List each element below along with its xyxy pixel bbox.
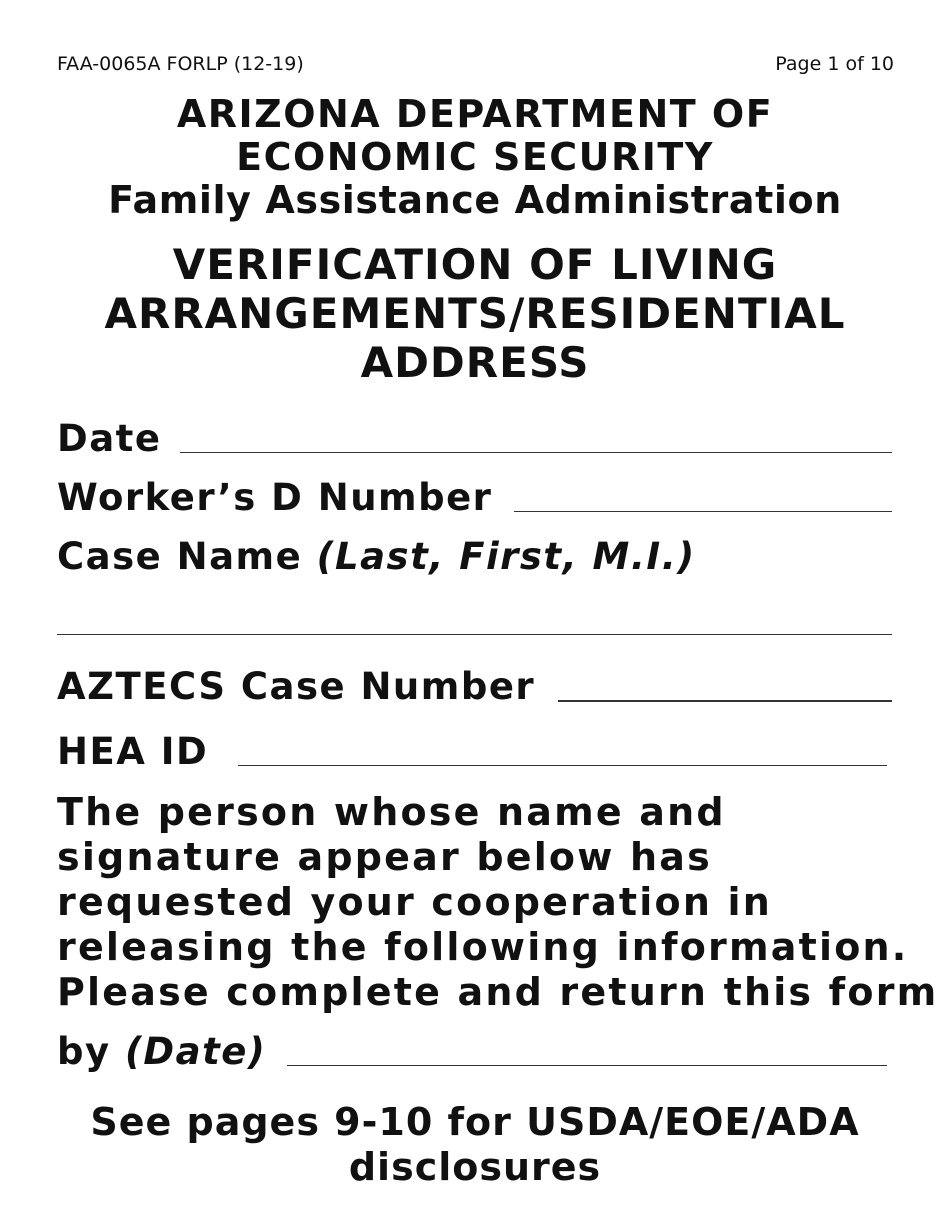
agency-line-2: ECONOMIC SECURITY [236,135,714,179]
aztecs-case-number-label: AZTECS Case Number [57,665,536,708]
form-title-line-3: ADDRESS [360,338,590,387]
return-by-hint: (Date) [125,1030,267,1073]
case-name-hint: (Last, First, M.I.) [316,535,696,578]
case-name-label [57,535,696,579]
return-by-label [57,1030,266,1074]
instructions-paragraph [57,790,939,1015]
case-name-label-text: Case Name [57,535,303,578]
form-number: FAA-0065A FORLP (12-19) [57,53,304,75]
hea-id-field[interactable] [238,765,887,766]
division-name: Family Assistance Administration [108,178,842,222]
page-header [57,52,894,76]
return-by-text: by [57,1030,111,1073]
disclosures-note-line-1: See pages 9-10 for USDA/EOE/ADA [90,1100,860,1144]
disclosures-note-line-2: disclosures [348,1145,602,1189]
instructions-line-3: requested your cooperation in [57,880,772,924]
instructions-line-5: Please complete and return this form [57,970,939,1014]
date-label: Date [57,417,162,460]
form-title-line-1: VERIFICATION OF LIVING [172,240,778,289]
page-indicator: Page 1 of 10 [775,53,894,75]
worker-d-number-label: Worker’s D Number [57,476,493,519]
instructions-line-1: The person whose name and [57,790,726,834]
hea-id-label: HEA ID [57,730,209,773]
instructions-line-2: signature appear below has [57,835,712,879]
disclosures-note [40,1100,910,1190]
form-title-line-2: ARRANGEMENTS/RESIDENTIAL [104,289,846,338]
return-by-date-field[interactable] [287,1065,887,1066]
agency-line-1: ARIZONA DEPARTMENT OF [176,92,774,136]
instructions-line-4: releasing the following information. [57,925,909,969]
case-name-field[interactable] [57,634,892,635]
aztecs-case-number-field[interactable] [558,700,892,702]
form-title [40,240,910,387]
worker-d-number-field[interactable] [514,511,892,512]
agency-name [40,93,910,179]
date-field[interactable] [180,452,892,453]
